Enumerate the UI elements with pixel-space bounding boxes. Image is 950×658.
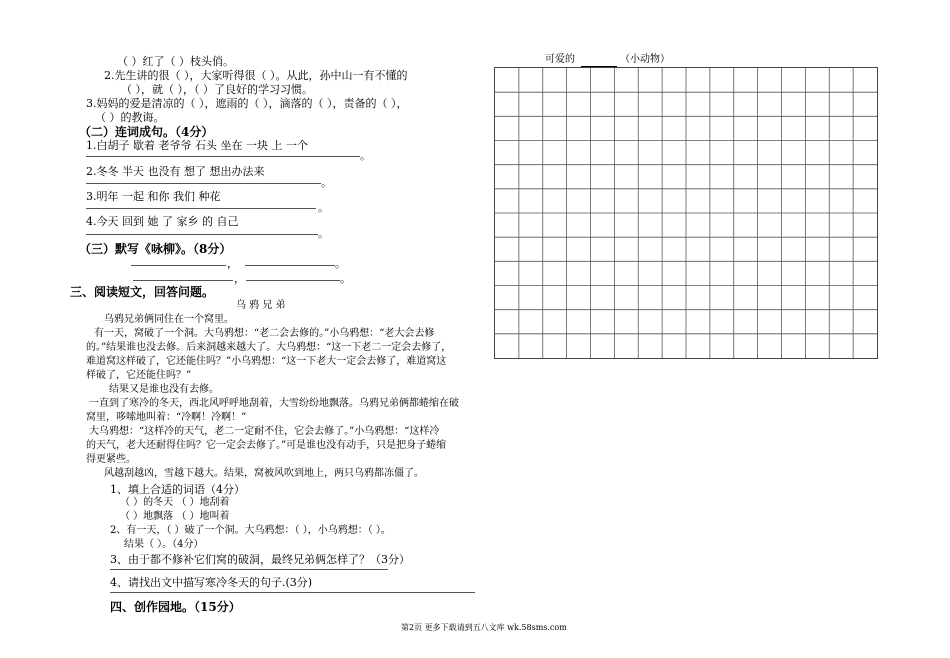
story-line: 难道窝这样破了，它还能住吗？”小乌鸦想：“这一下老大一定会去修了，难道窝这 — [86, 356, 447, 367]
story-line: 一直到了寒冷的冬天，西北风呼呼地刮着，大雪纷纷地飘落。乌鸦兄弟俩都蜷缩在破 — [89, 398, 459, 409]
fill-line-3: 3.妈妈的爱是清凉的（ ），遮雨的（ ），滴落的（ ），责备的（ ）， — [86, 97, 408, 110]
question-1a: （ ）的冬天 （ ）地刮着 — [120, 497, 230, 508]
answer-line — [131, 265, 226, 266]
question-2b: 结果（ ）。（4分） — [124, 539, 204, 550]
question-4: 4、请找出文中描写寒冷冬天的句子.(3分) — [110, 576, 313, 589]
question-2: 2、有一天，（ ）破了一个洞。大乌鸦想：（ ），小乌鸦想：（ ）。 — [110, 525, 391, 536]
sentence-end: 。 — [321, 176, 332, 189]
writing-title-suffix: （小动物） — [620, 54, 670, 65]
sentence-end: 。 — [318, 201, 329, 214]
answer-line — [86, 156, 360, 157]
question-1b: （ ）地飘落 （ ）地叫着 — [120, 511, 230, 522]
poem-punct-1: ， — [227, 257, 238, 270]
answer-line — [86, 208, 316, 209]
fill-line-0: （ ）红了（ ）枝头俏。 — [117, 55, 234, 68]
fill-line-2: （ ），就（ ），（ ）了良好的学习习惯。 — [121, 83, 313, 96]
story-line: 乌鸦兄弟俩同住在一个窝里。 — [104, 314, 234, 325]
story-line: 样破了，它还能住吗？” — [86, 370, 192, 381]
story-line: 结果又是谁也没有去修。 — [109, 384, 219, 395]
answer-line — [110, 592, 475, 593]
story-line: 的。”结果谁也没去修。后来洞越来越大了。大乌鸦想：“这一下老二一定会去修了， — [86, 342, 452, 353]
section4-title: 四、创作园地。（15分） — [110, 600, 241, 614]
fill-line-1: 2.先生讲的很（ ），大家听得很（ ）。从此，孙中山一有不懂的 — [104, 69, 408, 82]
answer-line — [110, 569, 388, 570]
answer-line — [245, 265, 335, 266]
story-line: 窝里，哆嗦地叫着：“冷啊！冷啊！” — [86, 412, 247, 423]
sentence-end: 。 — [318, 227, 329, 240]
section3-title: （三）默写《咏柳》。（8分） — [79, 242, 232, 256]
story-title: 乌 鸦 兄 弟 — [236, 300, 286, 311]
sentence-end: 。 — [360, 149, 371, 162]
question-3: 3、由于都不修补它们窝的破洞，最终兄弟俩怎样了？（3分） — [110, 553, 410, 566]
writing-grid[interactable] — [494, 67, 878, 359]
story-line: 的天气，老大还耐得住吗？它一定会去修了。”可是谁也没有动手，只是把身子蜷缩 — [86, 440, 447, 451]
answer-line — [133, 280, 233, 281]
section2-item-2: 2.冬冬 半天 也没有 想了 想出办法来 — [86, 165, 265, 178]
writing-title-prefix: 可爱的 — [545, 54, 575, 65]
story-line: 风越刮越凶，雪越下越大。结果，窝被风吹到地上，两只乌鸦都冻僵了。 — [104, 468, 424, 479]
poem-punct-2: 。 — [335, 257, 346, 270]
answer-line — [246, 280, 340, 281]
poem-punct-3: ， — [234, 272, 245, 285]
section2-item-4: 4.今天 回到 她 了 家乡 的 自己 — [86, 215, 239, 228]
section2-title: （二）连词成句。（4分） — [79, 125, 214, 139]
poem-punct-4: 。 — [340, 272, 351, 285]
story-line: 有一天，窝破了一个洞。大乌鸦想：“老二会去修的。”小乌鸦想：“老大会去修 — [94, 328, 435, 339]
answer-line — [86, 234, 318, 235]
reading-heading: 三、阅读短文，回答问题。 — [70, 285, 215, 299]
question-1: 1、填上合适的词语（4分） — [110, 483, 245, 496]
answer-line — [86, 183, 321, 184]
story-line: 得更紧些。 — [86, 454, 136, 465]
story-line: 大乌鸦想：“这样冷的天气，老二一定耐不住，它会去修了。”小乌鸦想：“这样冷 — [89, 426, 440, 437]
fill-line-4: （ ）的教诲。 — [95, 111, 165, 124]
section2-item-3: 3.明年 一起 和你 我们 种花 — [86, 190, 221, 203]
footer-text: 第2页 更多下载请到五八文库 wk.58sms.com — [401, 623, 567, 632]
section2-item-1: 1.白胡子 歇着 老爷爷 石头 坐在 一块 上 一个 — [86, 139, 308, 152]
